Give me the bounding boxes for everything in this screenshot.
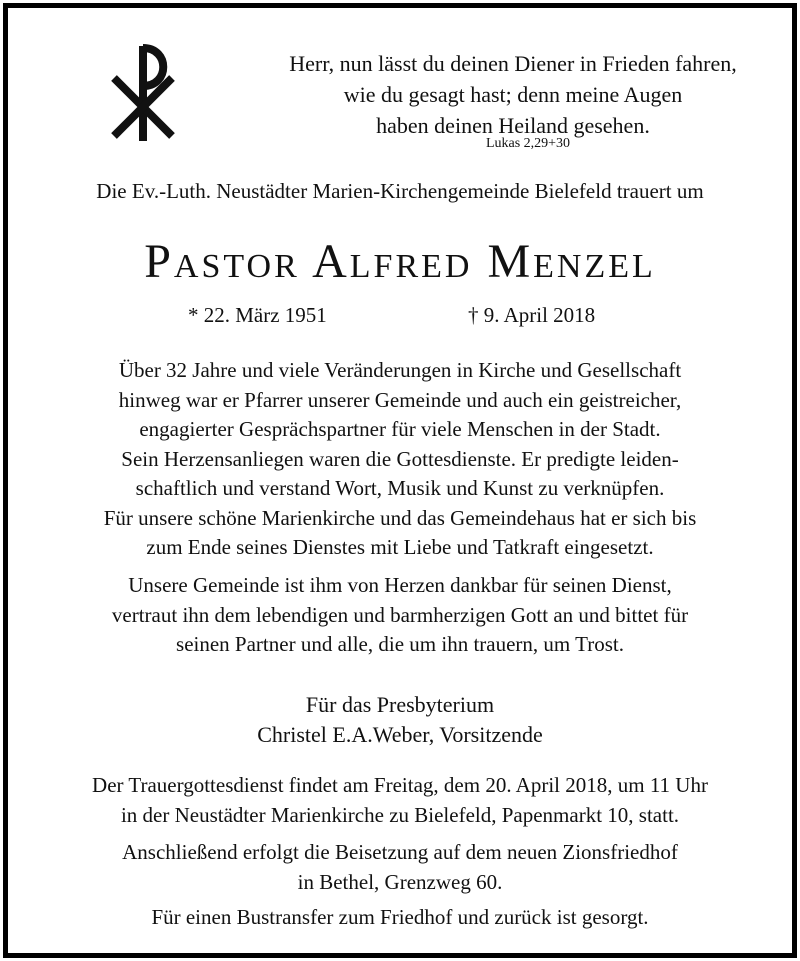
signature-role: Für das Presbyterium <box>305 692 495 717</box>
intro-line: Die Ev.-Luth. Neustädter Marien-Kirchengemeinde Bielefeld trauert um <box>96 179 704 203</box>
text-line: engagierter Gesprächspartner für viele Menschen in der Stadt. <box>139 417 661 441</box>
verse-line: Herr, nun lässt du deinen Diener in Frieden fahren, <box>289 51 737 76</box>
verse-line: wie du gesagt hast; denn meine Augen <box>343 82 683 107</box>
burial-info <box>38 838 762 897</box>
service-info <box>38 771 762 830</box>
text-line: vertraut ihn dem lebendigen und barmherzigen Gott an und bittet für <box>111 602 689 627</box>
text-line: schaftlich und verstand Wort, Musik und Kunst zu verknüpfen. <box>135 476 665 500</box>
text-line: in der Neustädter Marienkirche zu Bielefeld, Papenmarkt 10, statt. <box>120 802 680 827</box>
text-line: Anschließend erfolgt die Beisetzung auf dem neuen Zionsfriedhof <box>122 840 678 864</box>
transfer-info: Für einen Bustransfer zum Friedhof und zurück ist gesorgt. <box>151 905 649 929</box>
tribute-paragraph <box>38 356 762 563</box>
text-line: in Bethel, Grenzweg 60. <box>297 869 503 894</box>
birth-date: * 22. März 1951 <box>188 303 327 327</box>
text-line: Unsere Gemeinde ist ihm von Herzen dankbar für seinen Dienst, <box>128 573 672 597</box>
text-line: Über 32 Jahre und viele Veränderungen in Kirche und Gesellschaft <box>118 358 682 382</box>
verse-line: haben deinen Heiland gesehen. <box>376 113 650 138</box>
signature-block <box>8 690 792 750</box>
signature-name: Christel E.A.Weber, Vorsitzende <box>257 722 543 747</box>
verse-source: Lukas 2,29+30 <box>485 136 571 151</box>
death-date: † 9. April 2018 <box>468 303 596 327</box>
bible-verse <box>218 48 800 141</box>
text-line: Für unsere schöne Marienkirche und das Gemeindehaus hat er sich bis <box>103 505 697 530</box>
chi-rho-icon <box>108 36 178 146</box>
text-line: Der Trauergottesdienst findet am Freitag, dem 20. April 2018, um 11 Uhr <box>92 773 708 797</box>
deceased-name: Pastor Alfred Menzel <box>144 235 656 288</box>
text-line: seinen Partner und alle, die um ihn trauern, um Trost. <box>176 632 624 656</box>
obituary-notice <box>3 3 797 958</box>
text-line: Sein Herzensanliegen waren die Gottesdienste. Er predigte leiden- <box>121 446 679 471</box>
gratitude-paragraph <box>38 571 762 660</box>
text-line: hinweg war er Pfarrer unserer Gemeinde und auch ein geistreicher, <box>118 387 682 412</box>
text-line: zum Ende seines Dienstes mit Liebe und Tatkraft eingesetzt. <box>146 535 654 559</box>
